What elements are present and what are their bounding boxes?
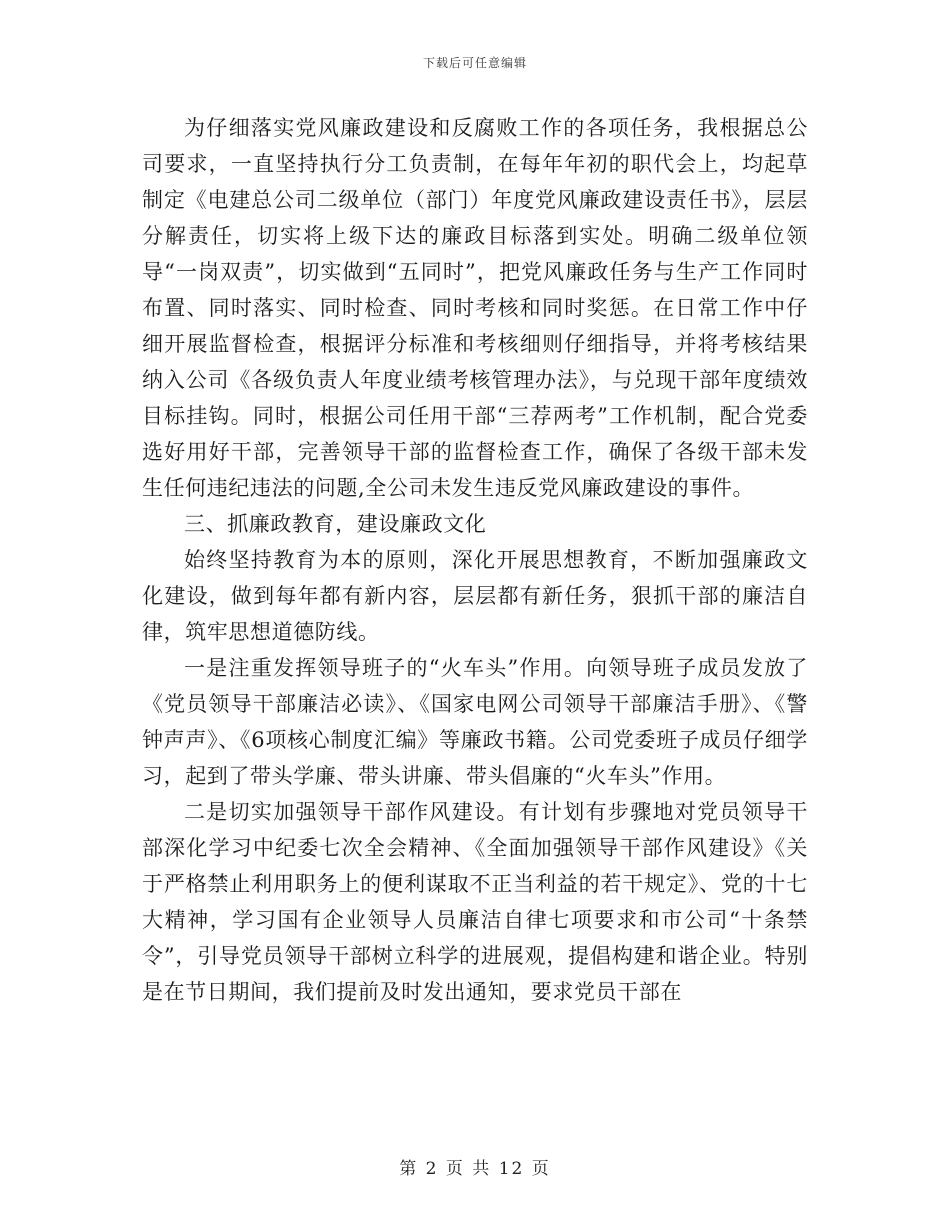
- page-number-footer: 第 2 页 共 12 页: [399, 1159, 551, 1179]
- paragraph-responsibility: 为仔细落实党风廉政建设和反腐败工作的各项任务，我根据总公司要求，一直坚持执行分工负责制，在每年年初的职代会上，均起草制定《电建总公司二级单位（部门）年度党风廉政建设责任书》，层层分解责任，切实将上级下达的廉政目标落到实处。明确二级单位领导“一岗双责”，切实做到“五同时”，把党风廉政任务与生产工作同时布置、同时落实、同时检查、同时考核和同时奖惩。在日常工作中仔细开展监督检查，根据评分标准和考核细则仔细指导，并将考核结果纳入公司《各级负责人年度业绩考核管理办法》，与兑现干部年度绩效目标挂钩。同时，根据公司任用干部“三荐两考”工作机制，配合党委选好用好干部，完善领导干部的监督检查工作，确保了各级干部未发生任何违纪违法的问题,全公司未发生违反党风廉政建设的事件。: [142, 116, 808, 500]
- document-body: [142, 110, 808, 1010]
- paragraph-work-style: 二是切实加强领导干部作风建设。有计划有步骤地对党员领导干部深化学习中纪委七次全会精神、《全面加强领导干部作风建设》《关于严格禁止利用职务上的便利谋取不正当利益的若干规定》、党的十七大精神，学习国有企业领导人员廉洁自律七项要求和市公司“十条禁令”，引导党员领导干部树立科学的进展观，提倡构建和谐企业。特别是在节日期间，我们提前及时发出通知，要求党员干部在: [142, 800, 808, 1004]
- page-header: 下载后可任意编辑: [422, 56, 527, 70]
- paragraph-leadership-role: 一是注重发挥领导班子的“火车头”作用。向领导班子成员发放了《党员领导干部廉洁必读》、《国家电网公司领导干部廉洁手册》、《警钟声声》、《6项核心制度汇编》等廉政书籍。公司党委班子成员仔细学习，起到了带头学廉、带头讲廉、带头倡廉的“火车头”作用。: [142, 656, 808, 788]
- section-heading-education: 三、抓廉政教育，建设廉政文化: [184, 512, 487, 536]
- paragraph-education-principle: 始终坚持教育为本的原则，深化开展思想教育，不断加强廉政文化建设，做到每年都有新内容，层层都有新任务，狠抓干部的廉洁自律，筑牢思想道德防线。: [142, 548, 808, 644]
